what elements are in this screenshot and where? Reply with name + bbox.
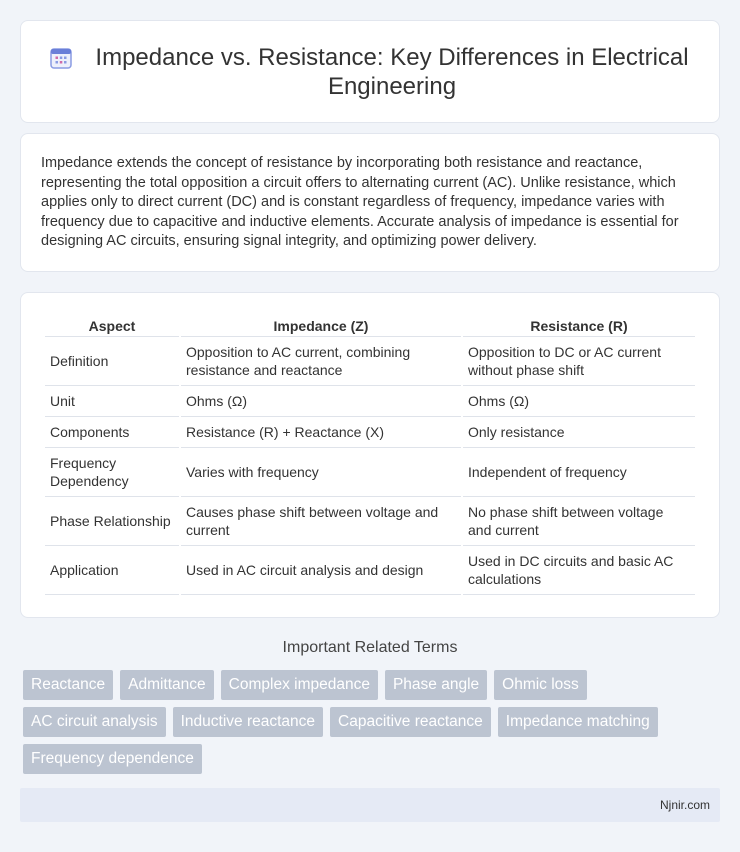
page-title: Impedance vs. Resistance: Key Differences in Electrical Engineering xyxy=(95,43,689,100)
tag-reactance[interactable]: Reactance xyxy=(23,670,113,700)
tag-admittance[interactable]: Admittance xyxy=(120,670,214,700)
title-card xyxy=(20,20,720,123)
cell-resistance: Only resistance xyxy=(463,417,695,448)
tag-ohmic-loss[interactable]: Ohmic loss xyxy=(494,670,587,700)
cell-resistance: Ohms (Ω) xyxy=(463,386,695,417)
related-terms-list xyxy=(23,670,723,774)
tag-inductive-reactance[interactable]: Inductive reactance xyxy=(173,707,323,737)
tag-impedance-matching[interactable]: Impedance matching xyxy=(498,707,658,737)
table-row xyxy=(45,417,695,448)
cell-resistance: Used in DC circuits and basic AC calculations xyxy=(463,546,695,595)
table-row xyxy=(45,448,695,497)
tag-frequency-dependence[interactable]: Frequency dependence xyxy=(23,744,202,774)
cell-aspect: Application xyxy=(45,546,179,595)
cell-impedance: Used in AC circuit analysis and design xyxy=(181,546,461,595)
cell-impedance: Opposition to AC current, combining resistance and reactance xyxy=(181,337,461,386)
header-aspect: Aspect xyxy=(45,313,179,337)
cell-resistance: Independent of frequency xyxy=(463,448,695,497)
related-terms-title: Important Related Terms xyxy=(282,639,458,656)
table-header-row xyxy=(45,313,695,337)
cell-aspect: Unit xyxy=(45,386,179,417)
footer-site-link[interactable]: Njnir.com xyxy=(659,798,710,812)
cell-resistance: Opposition to DC or AC current without phase shift xyxy=(463,337,695,386)
cell-aspect: Frequency Dependency xyxy=(45,448,179,497)
table-row xyxy=(45,497,695,546)
table-row xyxy=(45,546,695,595)
tag-capacitive-reactance[interactable]: Capacitive reactance xyxy=(330,707,491,737)
tag-phase-angle[interactable]: Phase angle xyxy=(385,670,487,700)
comparison-table xyxy=(43,313,697,595)
intro-text: Impedance extends the concept of resistance by incorporating both resistance and reactance, representing the total opposition a circuit offers to alternating current (AC). Unlike resistance, which applies only to direct current (DC) and is constant regardless of frequency, impedance varies with frequency due to capacitive and inductive elements. Accurate analysis of impedance is essential for designing AC circuits, ensuring signal integrity, and optimizing power delivery. xyxy=(41,155,679,250)
footer xyxy=(20,788,720,822)
tag-complex-impedance[interactable]: Complex impedance xyxy=(221,670,378,700)
header-impedance: Impedance (Z) xyxy=(181,313,461,337)
cell-impedance: Causes phase shift between voltage and current xyxy=(181,497,461,546)
table-row xyxy=(45,386,695,417)
comparison-table-card xyxy=(20,292,720,618)
cell-aspect: Definition xyxy=(45,337,179,386)
cell-resistance: No phase shift between voltage and current xyxy=(463,497,695,546)
calendar-icon xyxy=(48,45,74,71)
cell-aspect: Phase Relationship xyxy=(45,497,179,546)
cell-aspect: Components xyxy=(45,417,179,448)
cell-impedance: Resistance (R) + Reactance (X) xyxy=(181,417,461,448)
tag-ac-circuit-analysis[interactable]: AC circuit analysis xyxy=(23,707,166,737)
cell-impedance: Ohms (Ω) xyxy=(181,386,461,417)
cell-impedance: Varies with frequency xyxy=(181,448,461,497)
table-row xyxy=(45,337,695,386)
header-resistance: Resistance (R) xyxy=(463,313,695,337)
intro-card xyxy=(20,133,720,272)
